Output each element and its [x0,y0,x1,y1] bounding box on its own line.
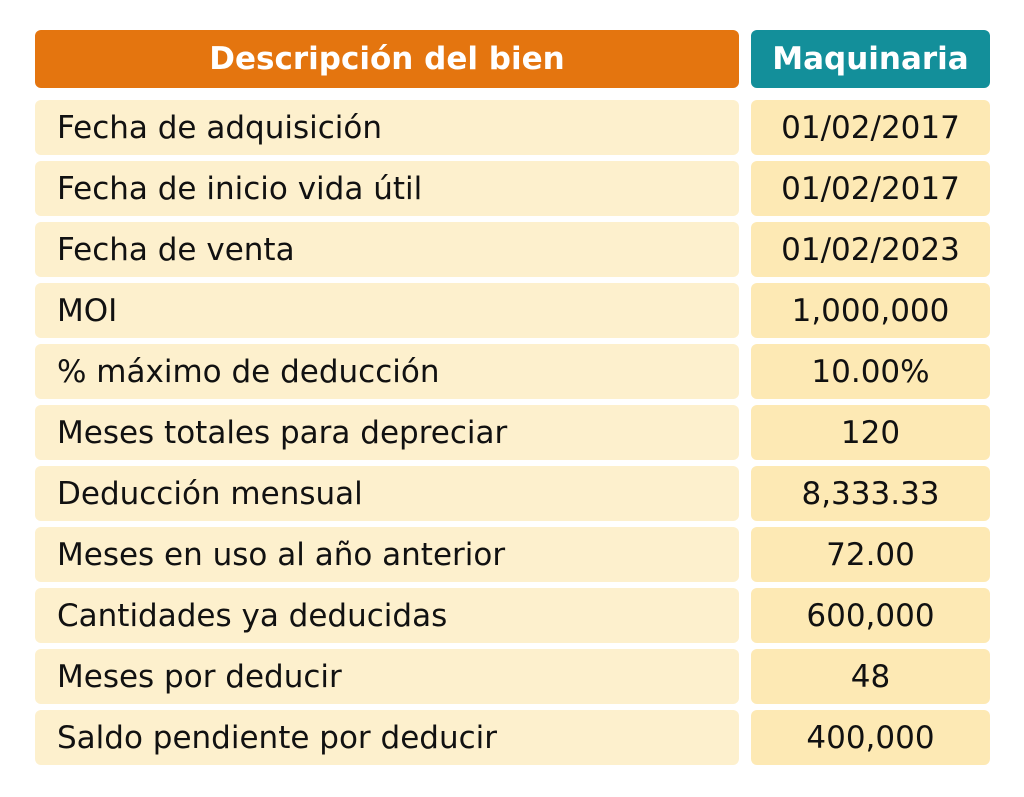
row-value-porcentaje-maximo: 10.00% [751,344,990,399]
row-label-fecha-adquisicion: Fecha de adquisición [35,100,739,155]
table-row [35,649,990,704]
row-value-meses-en-uso: 72.00 [751,527,990,582]
row-label-deduccion-mensual: Deducción mensual [35,466,739,521]
row-label-meses-por-deducir: Meses por deducir [35,649,739,704]
table-header-row [35,30,990,88]
table-row [35,161,990,216]
row-value-fecha-venta: 01/02/2023 [751,222,990,277]
row-value-moi: 1,000,000 [751,283,990,338]
row-label-porcentaje-maximo: % máximo de deducción [35,344,739,399]
row-value-fecha-inicio-vida-util: 01/02/2017 [751,161,990,216]
row-label-meses-en-uso: Meses en uso al año anterior [35,527,739,582]
row-label-fecha-inicio-vida-util: Fecha de inicio vida útil [35,161,739,216]
table-row [35,344,990,399]
table-row [35,466,990,521]
table-row [35,405,990,460]
table-row [35,588,990,643]
table-row [35,710,990,765]
depreciation-table [35,30,990,771]
row-label-saldo-pendiente: Saldo pendiente por deducir [35,710,739,765]
header-maquinaria: Maquinaria [751,30,990,88]
table-row [35,527,990,582]
header-description: Descripción del bien [35,30,739,88]
row-label-meses-totales: Meses totales para depreciar [35,405,739,460]
row-value-fecha-adquisicion: 01/02/2017 [751,100,990,155]
table-row [35,222,990,277]
row-value-cantidades-deducidas: 600,000 [751,588,990,643]
row-label-cantidades-deducidas: Cantidades ya deducidas [35,588,739,643]
table-row [35,283,990,338]
row-value-meses-totales: 120 [751,405,990,460]
row-value-deduccion-mensual: 8,333.33 [751,466,990,521]
row-label-fecha-venta: Fecha de venta [35,222,739,277]
row-label-moi: MOI [35,283,739,338]
row-value-saldo-pendiente: 400,000 [751,710,990,765]
row-value-meses-por-deducir: 48 [751,649,990,704]
table-row [35,100,990,155]
